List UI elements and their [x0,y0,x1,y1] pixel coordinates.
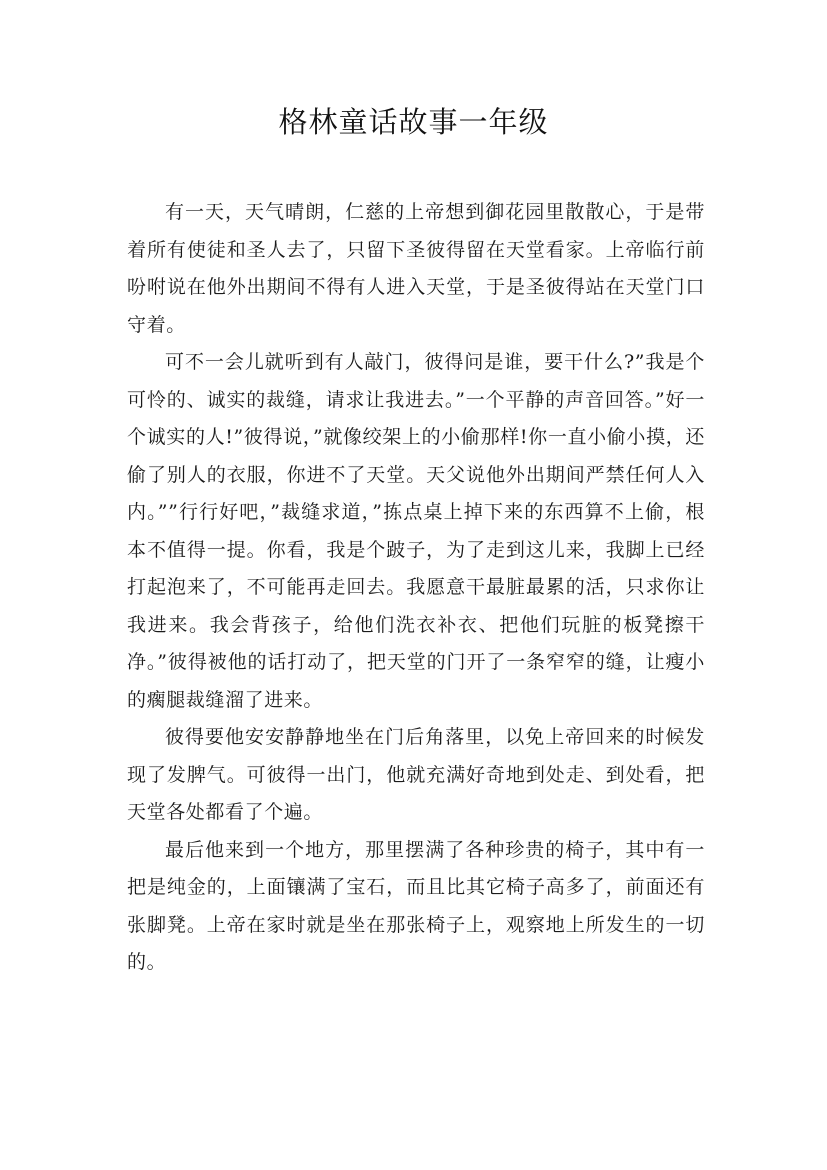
paragraph-3: 彼得要他安安静静地坐在门后角落里，以免上帝回来的时候发现了发脾气。可彼得一出门，他就充满好奇地到处走、到处看，把天堂各处都看了个遍。 [127,726,705,823]
paragraph-1: 有一天，天气晴朗，仁慈的上帝想到御花园里散散心，于是带着所有使徒和圣人去了，只留下圣彼得留在天堂看家。上帝临行前吩咐说在他外出期间不得有人进入天堂，于是圣彼得站在天堂门口守着。 [127,201,705,336]
paragraph-4: 最后他来到一个地方，那里摆满了各种珍贵的椅子，其中有一把是纯金的，上面镶满了宝石，而且比其它椅子高多了，前面还有张脚凳。上帝在家时就是坐在那张椅子上，观察地上所发生的一切的。 [127,838,705,973]
document-body [127,194,705,982]
paragraph-2: 可不一会儿就听到有人敲门，彼得问是谁，要干什么?”我是个可怜的、诚实的裁缝，请求让我进去。”一个平静的声音回答。”好一个诚实的人!”彼得说，”就像绞架上的小偷那样!你一直小偷小摸，还偷了别人的衣服，你进不了天堂。天父说他外出期间严禁任何人入内。””行行好吧，”裁缝求道，”拣点桌上掉下来的东西算不上偷，根本不值得一提。你看，我是个跛子，为了走到这儿来，我脚上已经打起泡来了，不可能再走回去。我愿意干最脏最累的活，只求你让我进来。我会背孩子，给他们洗衣补衣、把他们玩脏的板凳擦干净。”彼得被他的话打动了，把天堂的门开了一条窄窄的缝，让瘦小的瘸腿裁缝溜了进来。 [127,351,705,711]
document-title: 格林童话故事一年级 [278,105,549,139]
